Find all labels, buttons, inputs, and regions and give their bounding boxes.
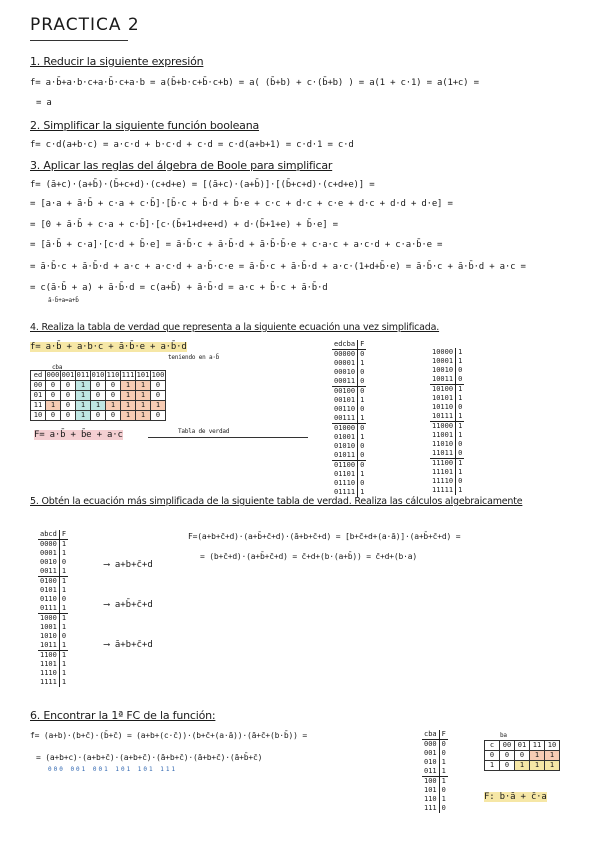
- s5-arrow-text: a+b̄+c̄+d: [114, 600, 153, 610]
- truth-table-cell: 0100: [40, 577, 57, 585]
- truth-table-row: [430, 366, 464, 375]
- kmap-cell: 10: [31, 411, 46, 421]
- s4-truth-table-2: [430, 348, 464, 495]
- page-title: PRACTICA 2: [30, 15, 140, 35]
- kmap-cell: 1: [530, 761, 545, 771]
- truth-table-cell: 1: [358, 488, 367, 497]
- kmap-cell: 1: [136, 411, 151, 421]
- truth-table-cell: 0: [59, 558, 68, 567]
- kmap-cell: 1: [76, 401, 91, 411]
- truth-table-cell: 0001: [40, 549, 57, 557]
- truth-table-cell: 1: [59, 651, 68, 661]
- truth-table-row: [38, 558, 68, 567]
- kmap-cell: 0: [61, 411, 76, 421]
- truth-table-row: [430, 403, 464, 412]
- kmap-cell: 0: [106, 381, 121, 391]
- s3-line: = [ā·b̄ + c·a]·[c·d + b̄·e] = ā·b̄·c + ā·b̄·d + ā·b̄·b̄·e + c·a·c + a·c·d + c·a·b̄·e =: [30, 240, 443, 250]
- truth-table-cell: 011: [422, 767, 439, 777]
- truth-table-cell: 0: [358, 442, 367, 451]
- kmap-cell: 1: [485, 761, 500, 771]
- truth-table-cell: 1: [439, 767, 448, 777]
- truth-table-cell: 1111: [40, 678, 57, 686]
- truth-table-cell: 1110: [40, 669, 57, 677]
- s3-line: = [0 + ā·b̄ + c·a + c·b̄]·[c·(b̄+1+d+e+d) + d·(b̄+1+e) + b̄·e] =: [30, 220, 338, 230]
- truth-table-row: [332, 377, 366, 387]
- kmap-header-cell: 110: [106, 371, 120, 379]
- truth-table-row: [430, 412, 464, 422]
- truth-table-cell: 0: [358, 451, 367, 461]
- truth-table-cell: 0: [358, 405, 367, 414]
- kmap-cell: 1: [121, 391, 136, 401]
- truth-table-cell: 1: [59, 660, 68, 669]
- kmap-cell: 1: [121, 401, 136, 411]
- s6-codes: 000 001 001 101 101 111: [48, 766, 178, 773]
- truth-table-row: [430, 459, 464, 469]
- truth-table-cell: 0101: [40, 586, 57, 594]
- kmap-cell: 1: [151, 401, 166, 411]
- kmap-header-cell: 001: [61, 371, 75, 379]
- truth-table-cell: 01100: [334, 461, 356, 469]
- truth-table-row: [332, 433, 366, 442]
- truth-table-row: [422, 786, 448, 795]
- s3-note: ā·b̄+a=a+b̄: [48, 297, 79, 304]
- kmap-cell: 0: [151, 391, 166, 401]
- truth-table-cell: 0110: [40, 595, 57, 603]
- s6-kmap-label: ba: [500, 732, 507, 739]
- s5-arrow: ⟶ ā+b+c̄+d: [104, 640, 153, 650]
- truth-table-cell: 0111: [38, 604, 59, 614]
- truth-table-row: [38, 614, 68, 624]
- kmap-cell: 0: [91, 391, 106, 401]
- truth-table-cell: 11010: [432, 440, 454, 448]
- s3-line: = c(ā·b̄ + a) + ā·b̄·d = c(a+b̄) + ā·b̄·d = a·c + b̄·c + ā·b̄·d: [30, 283, 328, 293]
- truth-table-cell: 111: [424, 804, 437, 812]
- s6-heading: 6. Encontrar la 1ª FC de la función:: [30, 709, 216, 722]
- truth-table-cell: 10111: [430, 412, 456, 422]
- kmap-header-cell: c: [485, 741, 500, 751]
- kmap-cell: 11: [31, 401, 46, 411]
- truth-table-cell: 0: [358, 424, 367, 434]
- truth-table-row: [38, 595, 68, 604]
- truth-table-cell: 110: [424, 795, 437, 803]
- truth-table-row: [332, 405, 366, 414]
- kmap-cell: 0: [61, 391, 76, 401]
- truth-table-header-row: [422, 730, 448, 740]
- truth-table-cell: 1: [358, 470, 367, 479]
- kmap-header-cell: 10: [545, 741, 560, 751]
- truth-table-cell: 1: [59, 669, 68, 678]
- truth-table-row: [38, 651, 68, 661]
- truth-table-row: [38, 567, 68, 577]
- kmap-cell: 1: [530, 751, 545, 761]
- truth-table-cell: 1100: [40, 651, 57, 659]
- s3-heading: 3. Aplicar las reglas del álgebra de Boole para simplificar: [30, 159, 333, 172]
- s4-truth-table-1: [332, 340, 366, 497]
- truth-table-cell: 10001: [432, 357, 454, 365]
- s6-line2: = (a+b+c)·(a+b+c̄)·(a+b+c̄)·(ā+b+c̄)·(ā+b+c̄)·(ā+b̄+c̄): [36, 753, 263, 762]
- truth-table-row: [422, 740, 448, 750]
- truth-table-cell: 0: [456, 449, 465, 459]
- truth-table-cell: 0: [358, 350, 367, 360]
- truth-table-cell: 0011: [38, 567, 59, 577]
- truth-table-cell: 1: [456, 394, 465, 403]
- truth-table-cell: 1: [456, 431, 465, 440]
- kmap-cell: 1: [136, 381, 151, 391]
- kmap-row: [485, 761, 560, 771]
- kmap-cell: 0: [46, 391, 61, 401]
- truth-table-cell: 00001: [334, 359, 356, 367]
- truth-table-row: [430, 440, 464, 449]
- truth-table-cell: 1101: [40, 660, 57, 668]
- kmap-cell: 0: [515, 751, 530, 761]
- truth-table-cell: 01110: [334, 479, 356, 487]
- kmap-header-cell: 00: [500, 741, 515, 751]
- s6-result-text: F: b·ā + c̄·a: [484, 792, 547, 802]
- truth-table-header-row: [38, 530, 68, 540]
- truth-table-row: [38, 660, 68, 669]
- truth-table-cell: 10010: [432, 366, 454, 374]
- truth-table-row: [38, 678, 68, 687]
- kmap-cell: 1: [515, 761, 530, 771]
- kmap-header-cell: 11: [530, 741, 545, 751]
- s1-line2: = a: [36, 98, 52, 108]
- s3-line: = [a·a + ā·b̄ + c·a + c·b̄]·[b̄·c + b̄·d + b̄·e + c·c + d·c + c·e + d·c + d·d + d·e] =: [30, 199, 453, 209]
- truth-table-cell: 11101: [432, 468, 454, 476]
- truth-table-cell: 1: [456, 486, 465, 495]
- truth-table-cell: 0: [439, 740, 448, 750]
- s5-arrow-text: ā+b+c̄+d: [114, 640, 153, 650]
- truth-table-cell: 11000: [432, 422, 454, 430]
- kmap-cell: 0: [61, 381, 76, 391]
- kmap-header-cell: 100: [151, 371, 165, 379]
- s5-heading: 5. Obtén la ecuación más simplificada de la siguiente tabla de verdad. Realiza las cálculos algebraicamente: [30, 496, 523, 507]
- truth-table-cell: 1: [59, 549, 68, 558]
- truth-table-cell: 1011: [38, 641, 59, 651]
- truth-table-cell: 11011: [430, 449, 456, 459]
- truth-table-row: [422, 749, 448, 758]
- truth-table-cell: 0010: [40, 558, 57, 566]
- truth-table-cell: 1: [456, 357, 465, 366]
- truth-table-header-cell: F: [358, 340, 367, 350]
- truth-table-cell: 0: [439, 786, 448, 795]
- kmap-row: [31, 391, 166, 401]
- truth-table-cell: 00010: [334, 368, 356, 376]
- truth-table-cell: 0: [456, 440, 465, 449]
- truth-table-cell: 1: [59, 614, 68, 624]
- truth-table-cell: 01010: [334, 442, 356, 450]
- truth-table-row: [422, 795, 448, 804]
- truth-table-cell: 0: [439, 804, 448, 813]
- truth-table-header-row: [332, 340, 366, 350]
- truth-table-cell: 1: [59, 586, 68, 595]
- truth-table-header-cell: edcba: [332, 340, 358, 350]
- kmap-header-cell: 011: [76, 371, 90, 379]
- truth-table-cell: 01011: [332, 451, 358, 461]
- truth-table-row: [332, 387, 366, 397]
- s4-note: teniendo en a·b̄: [168, 354, 220, 361]
- kmap-header-cell: 01: [515, 741, 530, 751]
- truth-table-row: [430, 431, 464, 440]
- s1-line1: f= a·b̄+a·b·c+a·b̄·c+a·b = a(b̄+b·c+b̄·c+b) = a( (b̄+b) + c·(b̄+b) ) = a(1 + c·1) = a(1+c) =: [30, 78, 479, 88]
- kmap-header-row: [31, 371, 166, 381]
- kmap-header-cell: 000: [46, 371, 60, 379]
- truth-table-row: [430, 375, 464, 385]
- truth-table-cell: 101: [424, 786, 437, 794]
- kmap-row: [31, 411, 166, 421]
- truth-table-cell: 0: [358, 387, 367, 397]
- truth-table-cell: 100: [424, 777, 437, 785]
- s4-kmap-cba: cba: [52, 364, 63, 371]
- truth-table-cell: 11110: [432, 477, 454, 485]
- truth-table-row: [332, 368, 366, 377]
- truth-table-cell: 0: [358, 368, 367, 377]
- truth-table-cell: 1: [358, 414, 367, 424]
- truth-table-cell: 1010: [40, 632, 57, 640]
- kmap-cell: 0: [106, 391, 121, 401]
- truth-table-cell: 01111: [334, 488, 356, 496]
- kmap-cell: 0: [485, 751, 500, 761]
- truth-table-row: [430, 468, 464, 477]
- truth-table-cell: 10110: [432, 403, 454, 411]
- kmap-header-row: [485, 741, 560, 751]
- s5-line1: F=(a+b+c̄+d)·(a+b̄+c̄+d)·(ā+b+c̄+d) = [b+c̄+d+(a·ā)]·(a+b̄+c̄+d) =: [188, 532, 461, 541]
- truth-table-cell: 00100: [334, 387, 356, 395]
- kmap-cell: 0: [46, 411, 61, 421]
- kmap-header-cell: 101: [136, 371, 150, 379]
- truth-table-cell: 1: [456, 459, 465, 469]
- s4-result: [34, 430, 123, 441]
- truth-table-cell: 1: [59, 641, 68, 651]
- truth-table-cell: 010: [424, 758, 437, 766]
- truth-table-cell: 1: [59, 567, 68, 577]
- kmap-cell: 1: [76, 411, 91, 421]
- truth-table-cell: 00111: [332, 414, 358, 424]
- kmap-cell: 0: [91, 381, 106, 391]
- s5-truth-table: [38, 530, 68, 687]
- truth-table-cell: 1: [456, 348, 465, 357]
- truth-table-cell: 00101: [334, 396, 356, 404]
- s5-arrow: ⟶ a+b+c̄+d: [104, 560, 153, 570]
- kmap-cell: 1: [136, 391, 151, 401]
- kmap-cell: 1: [121, 381, 136, 391]
- truth-table-row: [430, 394, 464, 403]
- kmap-cell: 0: [61, 401, 76, 411]
- truth-table-cell: 0: [456, 366, 465, 375]
- s4-karnaugh-map: [30, 370, 166, 421]
- truth-table-cell: 1: [59, 678, 68, 687]
- truth-table-row: [430, 449, 464, 459]
- truth-table-cell: 000: [424, 740, 437, 748]
- truth-table-cell: 0: [456, 477, 465, 486]
- truth-table-cell: 1: [456, 412, 465, 422]
- s1-heading: 1. Reducir la siguiente expresión: [30, 55, 204, 68]
- truth-table-header-cell: F: [439, 730, 448, 740]
- truth-table-row: [430, 348, 464, 357]
- kmap-cell: 1: [545, 761, 560, 771]
- kmap-header-cell: 111: [121, 371, 135, 379]
- truth-table-cell: 1000: [40, 614, 57, 622]
- truth-table-cell: 1: [358, 396, 367, 405]
- truth-table-cell: 10011: [430, 375, 456, 385]
- kmap-cell: 1: [76, 391, 91, 401]
- kmap-cell: 1: [121, 411, 136, 421]
- truth-table-row: [332, 359, 366, 368]
- truth-table-row: [430, 486, 464, 495]
- truth-table-cell: 00000: [334, 350, 356, 358]
- truth-table-row: [332, 424, 366, 434]
- truth-table-header-cell: F: [59, 530, 68, 540]
- truth-table-row: [332, 442, 366, 451]
- kmap-cell: 1: [106, 401, 121, 411]
- truth-table-cell: 0: [439, 749, 448, 758]
- truth-table-cell: 01001: [334, 433, 356, 441]
- truth-table-row: [422, 777, 448, 787]
- truth-table-cell: 1: [358, 359, 367, 368]
- kmap-cell: 00: [31, 381, 46, 391]
- truth-table-row: [332, 451, 366, 461]
- truth-table-cell: 11111: [432, 486, 454, 494]
- kmap-header-cell: 010: [91, 371, 105, 379]
- truth-table-row: [38, 577, 68, 587]
- truth-table-cell: 0: [358, 461, 367, 471]
- truth-table-row: [332, 414, 366, 424]
- s4-result-text: F= a·b̄ + b̄e + a·c: [34, 430, 123, 440]
- truth-table-cell: 1: [456, 422, 465, 432]
- truth-table-cell: 10000: [432, 348, 454, 356]
- kmap-cell: 01: [31, 391, 46, 401]
- truth-table-cell: 1: [59, 604, 68, 614]
- kmap-cell: 1: [46, 401, 61, 411]
- truth-table-cell: 0: [59, 632, 68, 641]
- kmap-cell: 0: [91, 411, 106, 421]
- truth-table-row: [38, 623, 68, 632]
- kmap-header-cell: ed: [31, 371, 46, 381]
- kmap-cell: 0: [46, 381, 61, 391]
- kmap-cell: 0: [106, 411, 121, 421]
- s6-result: [484, 792, 547, 803]
- truth-table-cell: 1: [439, 758, 448, 767]
- truth-table-cell: 11001: [432, 431, 454, 439]
- truth-table-cell: 0000: [40, 540, 57, 548]
- truth-table-row: [38, 586, 68, 595]
- truth-table-row: [422, 804, 448, 813]
- kmap-row: [485, 751, 560, 761]
- truth-table-cell: 10100: [432, 385, 454, 393]
- truth-table-cell: 0: [358, 377, 367, 387]
- truth-table-row: [332, 350, 366, 360]
- truth-table-cell: 11100: [432, 459, 454, 467]
- kmap-cell: 0: [151, 381, 166, 391]
- truth-table-row: [430, 422, 464, 432]
- kmap-cell: 1: [545, 751, 560, 761]
- kmap-cell: 1: [136, 401, 151, 411]
- truth-table-cell: 1: [456, 385, 465, 395]
- truth-table-row: [38, 549, 68, 558]
- s5-arrow: ⟶ a+b̄+c̄+d: [104, 600, 153, 610]
- truth-table-row: [430, 477, 464, 486]
- truth-table-cell: 00011: [332, 377, 358, 387]
- kmap-cell: 0: [151, 411, 166, 421]
- truth-table-cell: 0: [456, 403, 465, 412]
- truth-table-row: [430, 385, 464, 395]
- truth-table-row: [38, 632, 68, 641]
- s4-equation-text: f= a·b̄ + a·b·c + ā·b̄·e + a·b̄·d: [30, 342, 187, 352]
- s5-arrow-text: a+b+c̄+d: [114, 560, 153, 570]
- truth-table-cell: 1: [59, 540, 68, 550]
- truth-table-cell: 10101: [432, 394, 454, 402]
- kmap-cell: 0: [500, 761, 515, 771]
- truth-table-cell: 1: [439, 777, 448, 787]
- kmap-cell: 1: [76, 381, 91, 391]
- truth-table-cell: 01000: [334, 424, 356, 432]
- s3-line: f= (ā+c)·(a+b̄)·(b̄+c+d)·(c+d+e) = [(ā+c)·(a+b̄)]·[(b̄+c+d)·(c+d+e)] =: [30, 180, 375, 190]
- s6-line1: f= (a+b)·(b+c̄)·(b̄+c̄) = (a+b+(c·c̄))·(b+c̄+(a·ā))·(ā+c̄+(b·b̄)) =: [30, 731, 307, 740]
- kmap-cell: 0: [500, 751, 515, 761]
- s5-line2: = (b+c̄+d)·(a+b̄+c̄+d) = c̄+d+(b·(a+b̄)) = c̄+d+(b·a): [200, 552, 417, 561]
- truth-table-cell: 1001: [40, 623, 57, 631]
- s3-line: = ā·b̄·c + ā·b̄·d + a·c + a·c·d + a·b̄·c·e = ā·b̄·c + ā·b̄·d + a·c·(1+d+b̄·e) = ā·b̄·c + ā·b̄·d + a·c =: [30, 262, 526, 272]
- s6-karnaugh-map: [484, 740, 560, 771]
- s4-heading: 4. Realiza la tabla de verdad que representa a la siguiente ecuación una vez simplificada.: [30, 322, 440, 333]
- truth-table-cell: 0: [59, 595, 68, 604]
- truth-table-header-cell: cba: [422, 730, 439, 740]
- truth-table-row: [422, 767, 448, 777]
- kmap-cell: 1: [91, 401, 106, 411]
- truth-table-cell: 001: [424, 749, 437, 757]
- truth-table-cell: 1: [59, 577, 68, 587]
- truth-table-row: [430, 357, 464, 366]
- kmap-row: [31, 401, 166, 411]
- truth-table-row: [38, 641, 68, 651]
- truth-table-header-cell: abcd: [38, 530, 59, 540]
- s4-result-label: Tabla de verdad: [178, 428, 230, 435]
- s2-heading: 2. Simplificar la siguiente función booleana: [30, 119, 260, 132]
- truth-table-cell: 1: [358, 433, 367, 442]
- s6-truth-table: [422, 730, 448, 813]
- truth-table-row: [332, 461, 366, 471]
- truth-table-row: [332, 396, 366, 405]
- s4-equation: [30, 342, 187, 353]
- truth-table-cell: 1: [439, 795, 448, 804]
- truth-table-row: [38, 604, 68, 614]
- truth-table-row: [422, 758, 448, 767]
- truth-table-row: [332, 479, 366, 488]
- truth-table-cell: 00110: [334, 405, 356, 413]
- truth-table-cell: 0: [358, 479, 367, 488]
- truth-table-row: [38, 669, 68, 678]
- kmap-row: [31, 381, 166, 391]
- s2-line1: f= c·d(a+b·c) = a·c·d + b·c·d + c·d = c·d(a+b+1) = c·d·1 = c·d: [30, 140, 354, 150]
- truth-table-cell: 1: [456, 468, 465, 477]
- truth-table-cell: 01101: [334, 470, 356, 478]
- truth-table-cell: 1: [59, 623, 68, 632]
- truth-table-cell: 0: [456, 375, 465, 385]
- truth-table-row: [332, 470, 366, 479]
- truth-table-row: [38, 540, 68, 550]
